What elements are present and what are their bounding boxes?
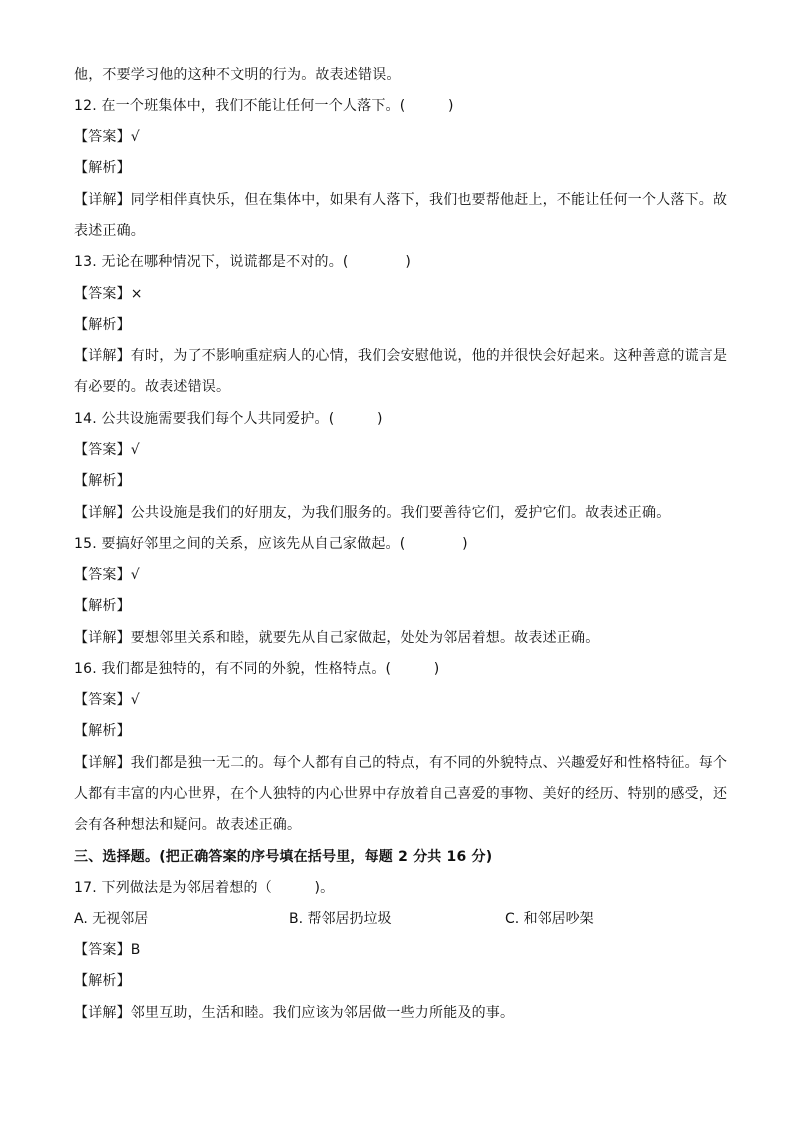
question-14: 14. 公共设施需要我们每个人共同爱护。( ) — [74, 411, 383, 427]
explanation-text: 【详解】我们都是独一无二的。每个人都有自己的特点，有不同的外貌特点、兴趣爱好和性格特征。每个 — [74, 755, 728, 771]
question-17: 17. 下列做法是为邻居着想的（ )。 — [74, 880, 335, 896]
analysis-label: 【解析】 — [74, 160, 131, 176]
explanation-text: 会有各种想法和疑问。故表述正确。 — [74, 817, 302, 833]
explanation-text: 表述正确。 — [74, 223, 145, 239]
analysis-label: 【解析】 — [74, 598, 131, 614]
answer-label: 【答案】√ — [74, 692, 140, 708]
analysis-label: 【解析】 — [74, 723, 131, 739]
answer-label: 【答案】B — [74, 942, 141, 958]
analysis-label: 【解析】 — [74, 973, 131, 989]
analysis-label: 【解析】 — [74, 473, 131, 489]
explanation-text: 【详解】要想邻里关系和睦，就要先从自己家做起，处处为邻居着想。故表述正确。 — [74, 630, 600, 646]
section-heading: 三、选择题。(把正确答案的序号填在括号里，每题 2 分共 16 分) — [74, 849, 493, 865]
answer-label: 【答案】× — [74, 286, 143, 302]
question-13: 13. 无论在哪种情况下，说谎都是不对的。( ) — [74, 254, 412, 270]
option-c: C. 和邻居吵架 — [505, 911, 594, 927]
answer-label: 【答案】√ — [74, 129, 140, 145]
text-line: 他，不要学习他的这种不文明的行为。故表述错误。 — [74, 67, 401, 83]
explanation-text: 【详解】邻里互助，生活和睦。我们应该为邻居做一些力所能及的事。 — [74, 1005, 515, 1021]
analysis-label: 【解析】 — [74, 317, 131, 333]
option-a: A. 无视邻居 — [74, 911, 149, 927]
answer-label: 【答案】√ — [74, 567, 140, 583]
question-15: 15. 要搞好邻里之间的关系，应该先从自己家做起。( ) — [74, 536, 468, 552]
explanation-text: 【详解】同学相伴真快乐，但在集体中，如果有人落下，我们也要帮他赶上，不能让任何一个人落下。故 — [74, 192, 728, 208]
explanation-text: 【详解】有时，为了不影响重症病人的心情，我们会安慰他说，他的并很快会好起来。这种善意的谎言是 — [74, 348, 728, 364]
answer-label: 【答案】√ — [74, 442, 140, 458]
explanation-text: 【详解】公共设施是我们的好朋友，为我们服务的。我们要善待它们，爱护它们。故表述正确。 — [74, 505, 671, 521]
question-12: 12. 在一个班集体中，我们不能让任何一个人落下。( ) — [74, 98, 454, 114]
option-b: B. 帮邻居扔垃圾 — [289, 911, 392, 927]
explanation-text: 人都有丰富的内心世界，在个人独特的内心世界中存放着自己喜爱的事物、美好的经历、特别的感受，还 — [74, 786, 728, 802]
explanation-text: 有必要的。故表述错误。 — [74, 379, 231, 395]
question-16: 16. 我们都是独特的，有不同的外貌，性格特点。( ) — [74, 661, 440, 677]
